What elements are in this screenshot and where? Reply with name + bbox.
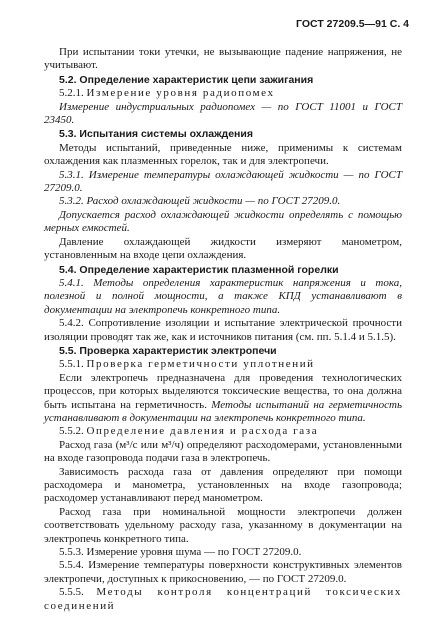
section-5-2-1-body: Измерение индустриальных радиопомех — по ГОСТ 11001 и ГОСТ 23450. (44, 100, 402, 127)
section-5-5-1-number: 5.5.1. (59, 358, 84, 371)
section-5-5-1-body (44, 372, 402, 426)
section-5-5-5-title: Методы контроля концентраций токсических соединений (44, 586, 403, 612)
page-header: ГОСТ 27209.5—91 С. 4 (296, 18, 409, 30)
section-5-5-2-number: 5.5.2. (59, 425, 84, 438)
section-5-5-3: 5.5.3. Измерение уровня шума — по ГОСТ 27209.0. (59, 546, 302, 559)
section-5-5-1-methods: Методы испытаний на герметичность устанавливают в документации на электропечь конкретного типа. (44, 398, 402, 424)
section-5-2-1-title: Измерение уровня радиопомех (86, 87, 275, 100)
section-5-4-1: 5.4.1. Методы определения характеристик напряжения и тока, полезной и полной мощности, а также КПД устанавливают в документации на электропечь конкретного типа. (44, 276, 402, 316)
section-5-5-2-title: Определение давления и расхода газа (86, 425, 319, 438)
section-5-5-2 (44, 425, 402, 438)
section-5-5-5 (44, 586, 402, 613)
section-5-5-1 (44, 358, 402, 371)
section-5-5-heading: 5.5. Проверка характеристик электропечи (59, 344, 277, 357)
paragraph-leakage: При испытании токи утечки, не вызывающие падение напряжения, не учитывают. (44, 46, 402, 72)
section-5-3-body: Методы испытаний, приведенные ниже, применимы к системам охлаждения как плазменных горелок, так и для электропечи. (44, 141, 402, 168)
section-5-3-1: 5.3.1. Измерение температуры охлаждающей жидкости — по ГОСТ 27209.0. (44, 168, 402, 195)
section-5-5-4: 5.5.4. Измерение температуры поверхности конструктивных элементов электропечи, доступных к прикосновению, — по ГОСТ 27209.0. (44, 559, 402, 585)
section-5-5-1-text: Если электропечь предназначена для проведения технологических процессов, при которых выделяются токсические вещества, то она должна быть испытана на герметичность. (44, 371, 402, 411)
document-body (44, 46, 402, 613)
section-5-2-1-number: 5.2.1. (59, 87, 84, 100)
section-5-5-2-flow: Расход газа (м³/с или м³/ч) определяют расходомерами, установленными на входе газопровода подачи газа в электропечь. (44, 438, 402, 465)
section-5-5-2-dependence: Зависимость расхода газа от давления определяют при помощи расходомера и манометра, установленных на входе газопровода; расходомер устанавливают перед манометром. (44, 465, 402, 505)
section-5-4-heading: 5.4. Определение характеристик плазменной горелки (59, 263, 339, 276)
section-5-3-2-pressure: Давление охлаждающей жидкости измеряют манометром, установленным на входе цепи охлаждения. (44, 235, 402, 262)
section-5-5-2-nominal: Расход газа при номинальной мощности электропечи должен соответствовать удельному расходу газа, указанному в документации на электропечь конкретного типа. (44, 505, 402, 545)
section-5-4-2: 5.4.2. Сопротивление изоляции и испытание электрической прочности изоляции проводят так же, как и источников питания (см. пп. 5.1.4 и 5.1.5). (44, 317, 402, 343)
section-5-3-2-note: Допускается расход охлаждающей жидкости определять с помощью мерных емкостей. (44, 208, 402, 235)
section-5-3-2: 5.3.2. Расход охлаждающей жидкости — по ГОСТ 27209.0. (59, 195, 341, 208)
section-5-3-heading: 5.3. Испытания системы охлаждения (59, 128, 253, 141)
section-5-5-1-title: Проверка герметичности уплотнений (86, 358, 315, 371)
section-5-5-5-number: 5.5.5. (59, 586, 84, 599)
section-5-2-1 (44, 87, 402, 100)
section-5-2-heading: 5.2. Определение характеристик цепи зажигания (59, 73, 314, 86)
